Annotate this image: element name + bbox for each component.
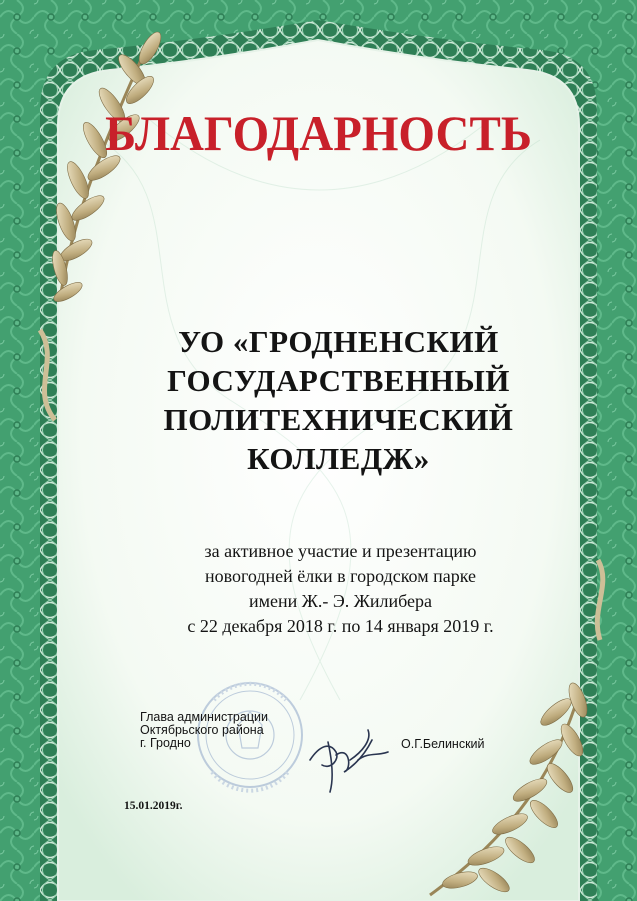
reason-line: имени Ж.- Э. Жилибера — [248, 591, 433, 611]
recipient-line: ГОСУДАРСТВЕННЫЙ — [167, 363, 510, 398]
signatory-title — [140, 711, 268, 750]
signatory-title-line: г. Гродно — [140, 736, 191, 750]
award-reason — [22, 539, 637, 639]
recipient-line: КОЛЛЕДЖ» — [247, 441, 430, 476]
signatory-title-line: Глава администрации — [140, 710, 268, 724]
recipient-organization — [20, 322, 637, 478]
signatory-name: О.Г.Белинский — [401, 737, 485, 751]
recipient-line: УО «ГРОДНЕНСКИЙ — [178, 324, 499, 359]
issue-date: 15.01.2019г. — [124, 800, 183, 812]
reason-line: за активное участие и презентацию — [204, 541, 477, 561]
certificate-title: БЛАГОДАРНОСТЬ — [105, 106, 532, 162]
reason-line: с 22 декабря 2018 г. по 14 января 2019 г. — [187, 616, 494, 636]
reason-line: новогодней ёлки в городском парке — [204, 566, 477, 586]
signatory-title-line: Октябрьского района — [140, 723, 264, 737]
recipient-line: ПОЛИТЕХНИЧЕСКИЙ — [163, 402, 514, 437]
